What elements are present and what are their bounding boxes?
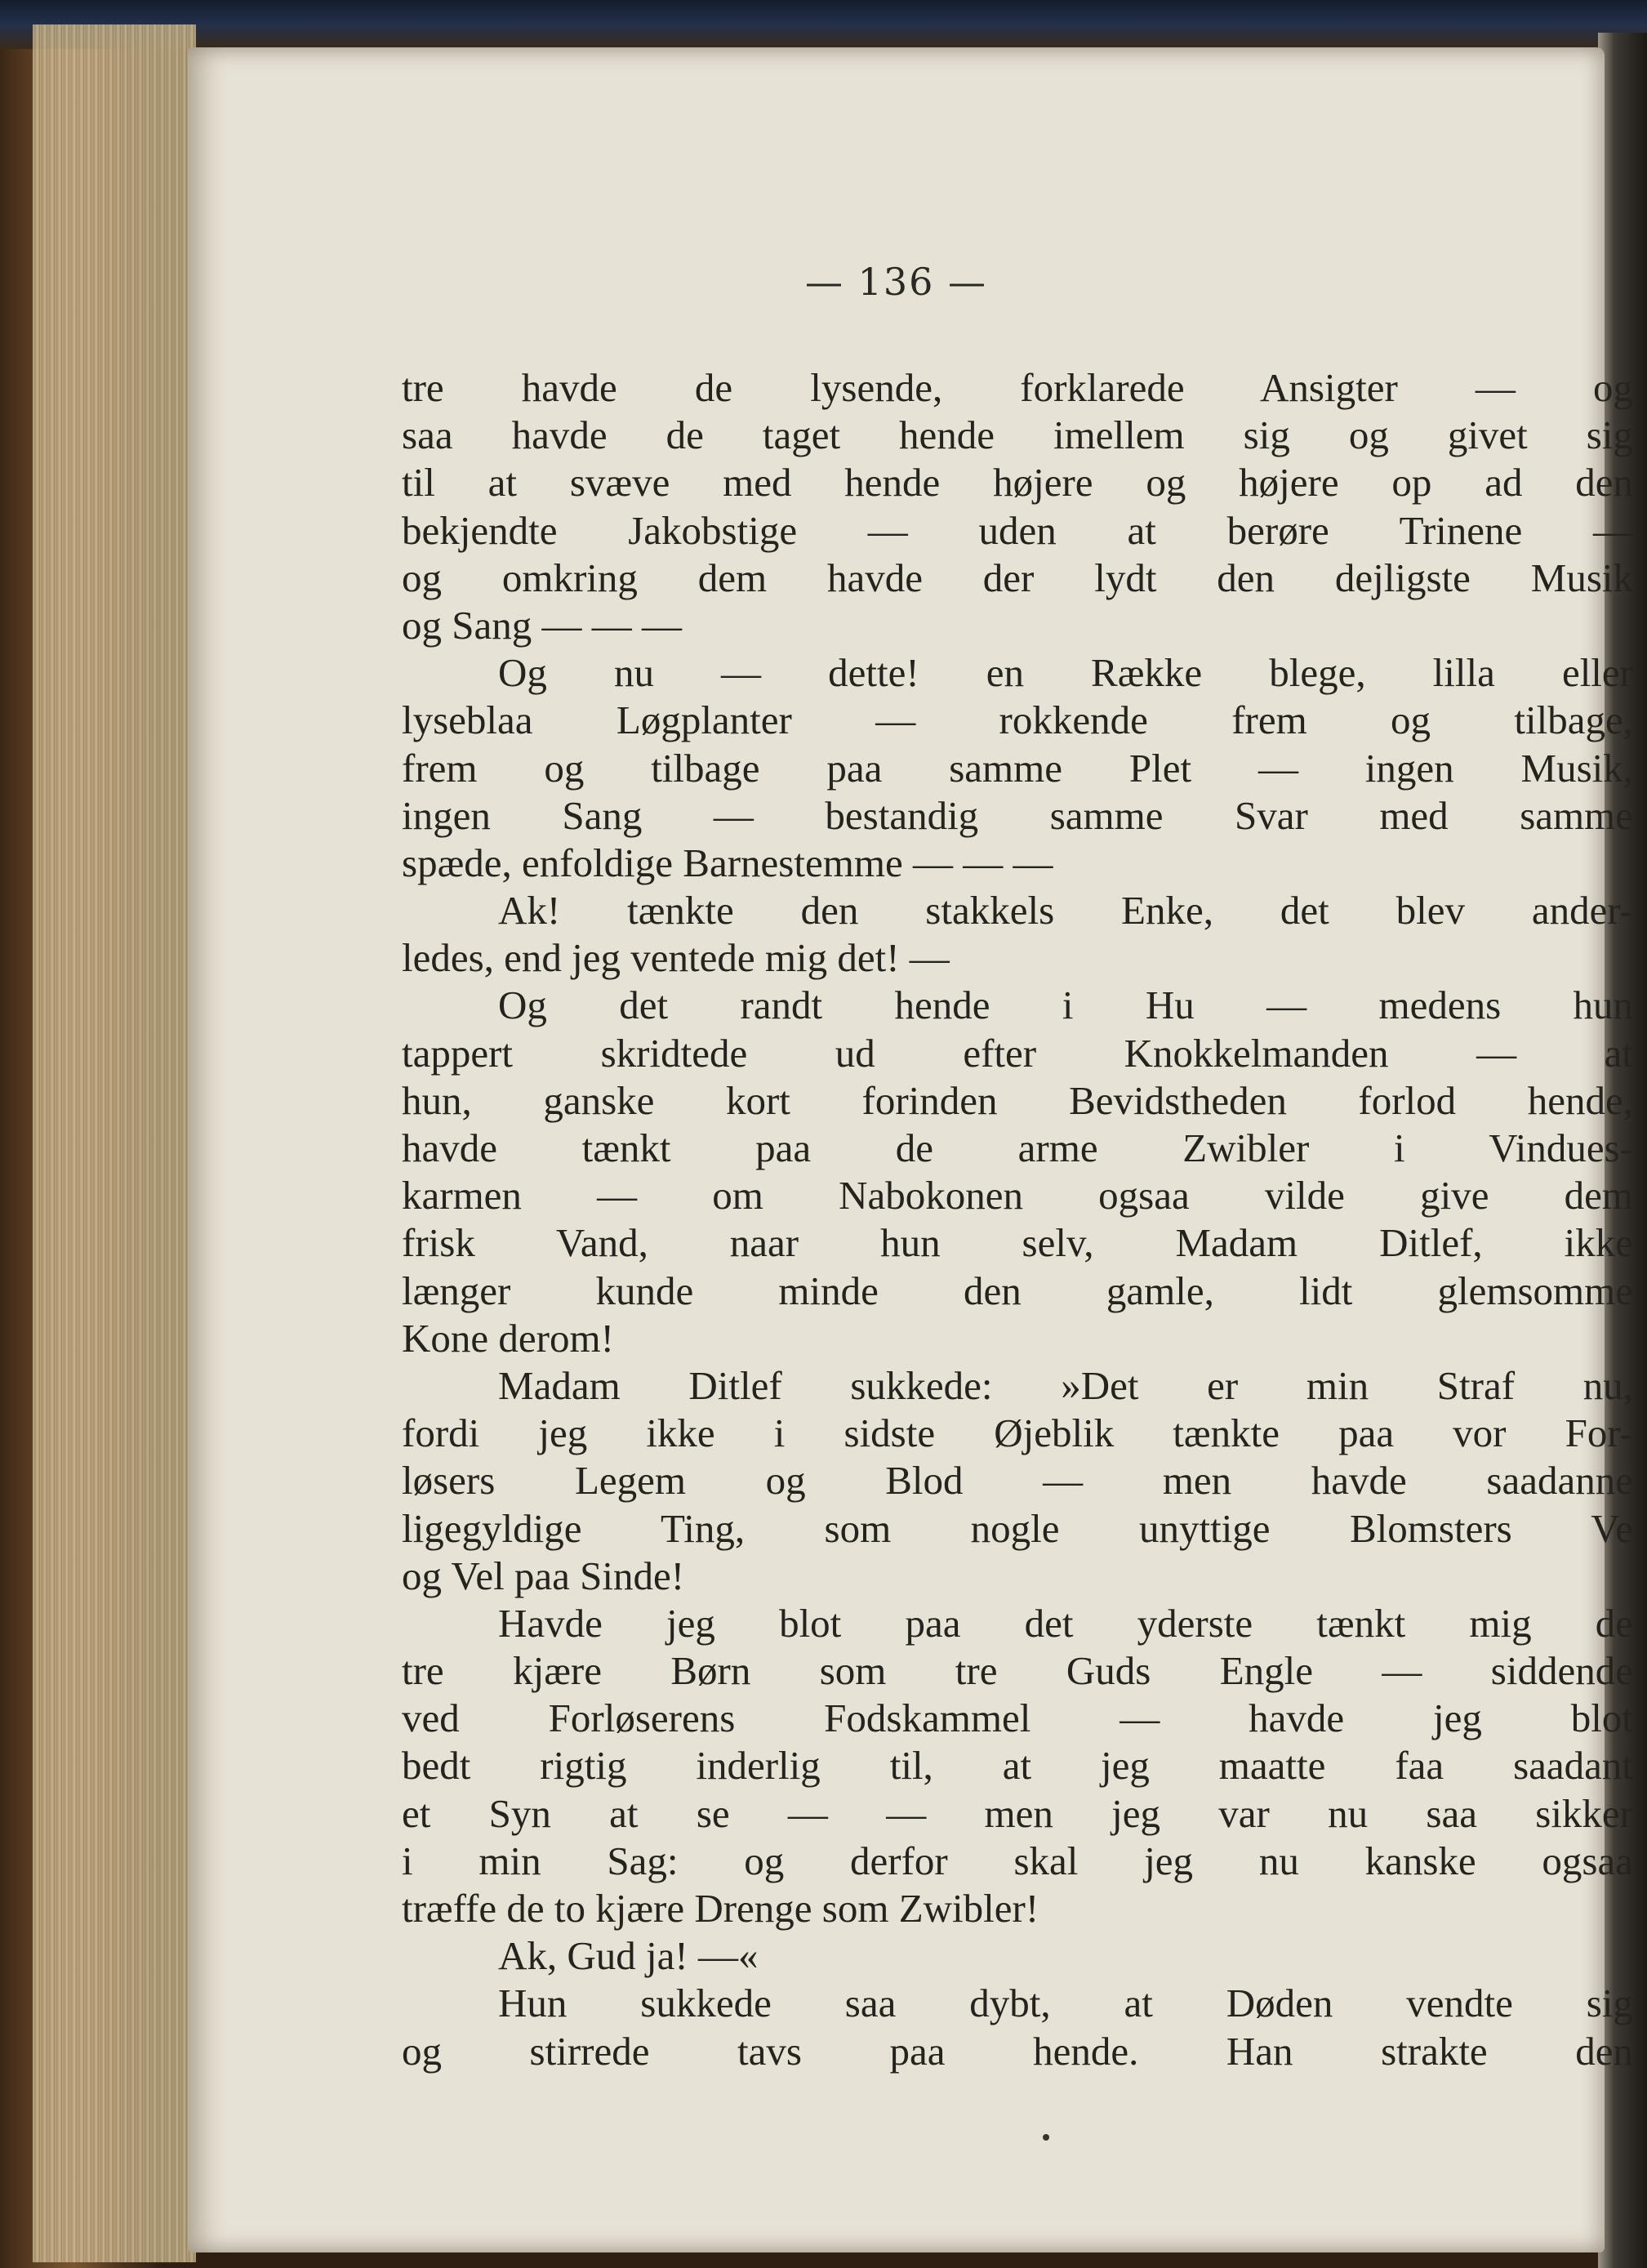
text-line: bekjendte Jakobstige — uden at berøre Trinene — — [402, 507, 1633, 553]
ink-speck — [1043, 2134, 1049, 2141]
text-line: tre havde de lysende, forklarede Ansigter — og — [402, 365, 1633, 410]
text-line: Havde jeg blot paa det yderste tænkt mig de — [498, 1600, 1633, 1646]
text-line: frem og tilbage paa samme Plet — ingen Musik, — [402, 745, 1633, 791]
body-text — [402, 364, 1633, 2075]
text-line: længer kunde minde den gamle, lidt glemsomme — [402, 1268, 1633, 1313]
text-line: hun, ganske kort forinden Bevidstheden forlod hende, — [402, 1077, 1633, 1123]
text-line: Madam Ditlef sukkede: »Det er min Straf nu, — [498, 1362, 1633, 1408]
text-line: og stirrede tavs paa hende. Han strakte den — [402, 2028, 1633, 2074]
text-line: bedt rigtig inderlig til, at jeg maatte faa saadant — [402, 1743, 1633, 1789]
text-line: og Sang — — — — [402, 602, 682, 648]
text-line: et Syn at se — — men jeg var nu saa sikker — [402, 1790, 1633, 1836]
text-line: ved Forløserens Fodskammel — havde jeg blot — [402, 1695, 1633, 1741]
page-stack-edge — [33, 25, 196, 2262]
text-line: saa havde de taget hende imellem sig og givet sig — [402, 412, 1633, 458]
text-line: løsers Legem og Blod — men havde saadanne — [402, 1458, 1633, 1504]
text-line: og Vel paa Sinde! — [402, 1553, 685, 1598]
text-line: havde tænkt paa de arme Zwibler i Vindues- — [402, 1125, 1633, 1170]
text-line: i min Sag: og derfor skal jeg nu kanske ogsaa — [402, 1838, 1633, 1883]
text-line: Hun sukkede saa dybt, at Døden vendte sig — [498, 1981, 1633, 2026]
text-line: Ak, Gud ja! —« — [498, 1933, 759, 1979]
text-line: Og nu — dette! en Række blege, lilla eller — [498, 650, 1633, 696]
text-line: tre kjære Børn som tre Guds Engle — siddende — [402, 1648, 1633, 1694]
book-cover-edge — [0, 0, 1647, 49]
text-line: ligegyldige Ting, som nogle unyttige Blomsters Ve — [402, 1505, 1633, 1551]
text-line: ledes, end jeg ventede mig det! — — [402, 935, 950, 981]
text-line: fordi jeg ikke i sidste Øjeblik tænkte paa vor For- — [402, 1410, 1633, 1456]
text-line: lyseblaa Løgplanter — rokkende frem og tilbage, — [402, 697, 1633, 743]
text-line: tappert skridtede ud efter Knokkelmanden — at — [402, 1030, 1633, 1076]
text-line: karmen — om Nabokonen ogsaa vilde give dem — [402, 1173, 1633, 1219]
text-line: Og det randt hende i Hu — medens hun — [498, 983, 1633, 1028]
book-page — [188, 47, 1633, 2252]
text-line: frisk Vand, naar hun selv, Madam Ditlef, ikke — [402, 1220, 1633, 1266]
text-line: Kone derom! — [402, 1315, 614, 1361]
page-number: — 136 — — [804, 260, 988, 304]
text-line: Ak! tænkte den stakkels Enke, det blev ander- — [498, 888, 1633, 933]
text-line: spæde, enfoldige Barnestemme — — — — [402, 840, 1053, 885]
text-line: til at svæve med hende højere og højere op ad den — [402, 460, 1633, 506]
text-line: træffe de to kjære Drenge som Zwibler! — [402, 1886, 1039, 1931]
text-line: og omkring dem havde der lydt den dejligste Musik — [402, 555, 1633, 600]
text-line: ingen Sang — bestandig samme Svar med samme — [402, 792, 1633, 838]
